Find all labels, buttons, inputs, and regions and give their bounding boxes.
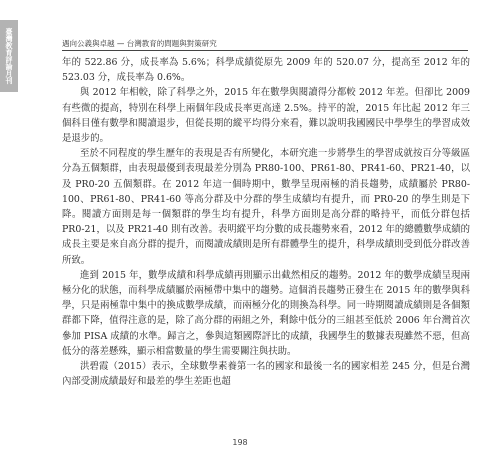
chapter-side-tab: 臺灣教育評論月刊 (0, 20, 18, 92)
paragraph-2: 與 2012 年相較，除了科學之外，2015 年在數學與閱讀得分都較 2012 年差。但卻比 2009 有些微的提高，特別在科學上兩個年段成長率更高達 2.5%。持平的說，2015 年比起 2012 年三個科目僅有數學和閱讀退步，但從長期的縱平均得分來看，難以說明我國國民中學學生的學習成效是退步的。 (62, 87, 470, 145)
paragraph-1: 年的 522.86 分，成長率為 5.6%；科學成績從原先 2009 年的 520.07 分，提高至 2012 年的 523.03 分，成長率為 0.6%。 (62, 57, 470, 84)
header-rule (62, 50, 468, 51)
paragraph-3: 至於不同程度的學生歷年的表現是否有所變化，本研究進一步將學生的學習成就按百分等級區分為五個類群，由表現最優到表現最差分別為 PR80-100、PR61-80、PR41-60、PR21-40，以及 PR0-20 五個類群。在 2012 年這一個時期中，數學呈現兩極的消長趨勢，成績屬於 PR80-100、PR61-80、PR41-60 等高分群及中分群的學生成績均有提升，而 PR0-20 的學生則是下降。閱讀方面則是每一個類群的學生均有提升，科學方面則是高分群的略持平，而低分群包括 PR0-21，以及 PR21-40 則有改善。表明縱平均分數的成長趨勢來看，2012 年的總體數學成績的成長主要是來自高分群的提升，而閱讀成績則是所有群體學生的提升，科學成績則受到低分群改善所致。 (62, 148, 470, 266)
paragraph-5: 洪碧霞（2015）表示，全球數學素養第一名的國家和最後一名的國家相差 245 分，但是台灣內部受測成績最好和最差的學生差距也超 (62, 361, 470, 388)
paragraph-4: 進到 2015 年，數學成績和科學成績再則顯示出截然相反的趨勢。2012 年的數學成績呈現兩極分化的狀態，而科學成績屬於兩極帶中集中的趨勢。這個消長趨勢正發生在 2015 年的數學與科學，只是兩極靠中集中的換成數學成績，而兩極分化的則換為科學。同一時期閱讀成績則是各個類群都下降，值得注意的是，除了高分群的兩組之外，剩餘中低分的三組甚至低於 2006 年台灣首次參加 PISA 成績的水準。歸言之，參與這類國際評比的成績，我國學生的數據表現雖然不惡，但高低分的落差懸殊，顯示相當數量的學生需要關注與扶助。 (62, 269, 470, 357)
page-number: 198 (232, 438, 248, 447)
body-text (62, 55, 470, 389)
running-header: 遇向公義與卓越 — 台灣教育的問題與對策研究 (62, 39, 217, 48)
